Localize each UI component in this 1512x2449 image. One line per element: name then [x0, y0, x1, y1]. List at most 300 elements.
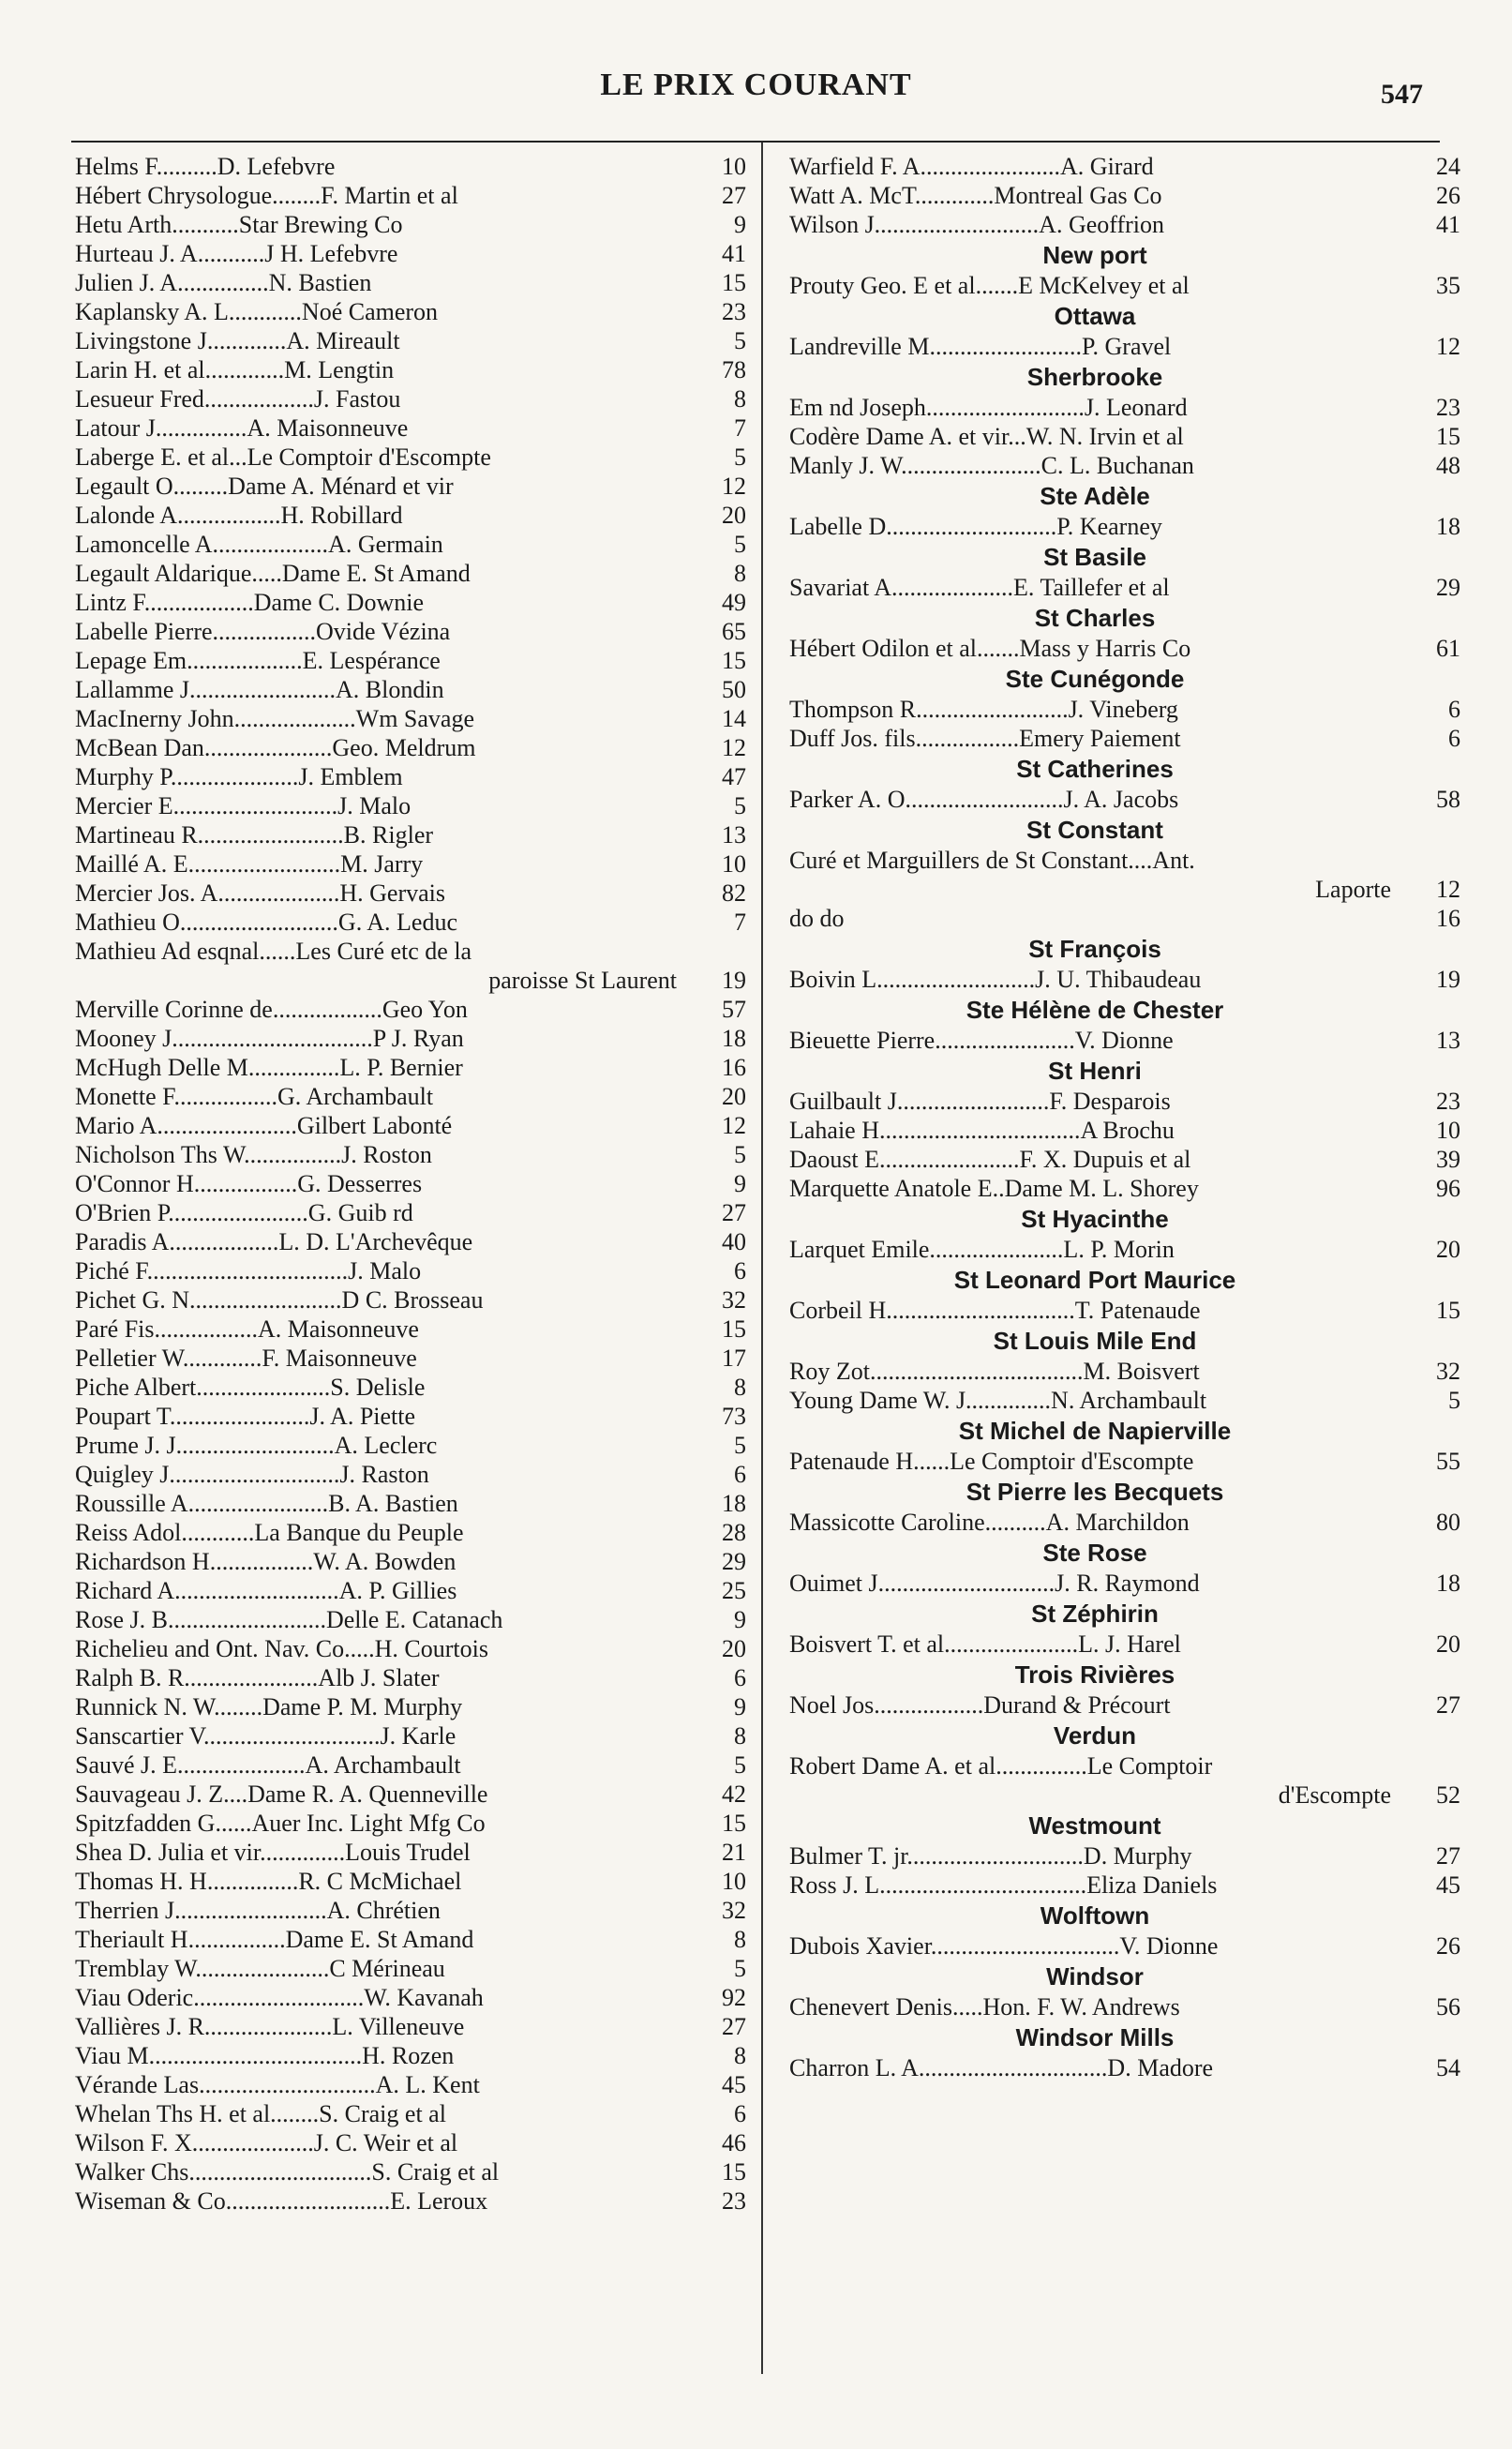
entry-amount: 20	[722, 1083, 746, 1110]
location-heading: St Pierre les Becquets	[966, 1478, 1224, 1506]
left-column	[75, 152, 752, 2216]
entry-amount: 26	[1436, 1932, 1460, 1960]
entry-amount: 80	[1436, 1509, 1460, 1536]
ledger-entry	[75, 2186, 752, 2216]
ledger-entry	[75, 617, 752, 646]
entry-amount: 29	[1436, 574, 1460, 601]
header-rule	[71, 141, 1440, 143]
entry-text: Richardson H.................W. A. Bowden	[75, 1548, 457, 1575]
entry-amount: 5	[734, 443, 746, 471]
entry-text: Bulmer T. jr.............................D. Murphy	[789, 1842, 1192, 1870]
ledger-entry	[75, 1750, 752, 1780]
entry-amount: 6	[734, 2100, 746, 2127]
entry-amount: 52	[1436, 1781, 1460, 1809]
entry-amount: 19	[1436, 966, 1460, 993]
entry-text: McBean Dan.....................Geo. Meldrum	[75, 734, 476, 761]
entry-text: Kaplansky A. L............Noé Cameron	[75, 298, 439, 325]
entry-amount: 23	[1436, 1088, 1460, 1115]
entry-text: Savariat A....................E. Taillefer et al	[789, 574, 1170, 601]
entry-text: Mercier Jos. A....................H. Gervais	[75, 879, 445, 907]
location-heading: St Louis Mile End	[993, 1327, 1197, 1355]
location-heading: Windsor Mills	[1015, 2023, 1175, 2051]
entry-amount: 23	[722, 298, 746, 325]
entry-amount: 55	[1436, 1448, 1460, 1475]
ledger-entry	[789, 785, 1466, 814]
ledger-entry	[75, 1169, 752, 1198]
entry-amount: 5	[734, 1432, 746, 1459]
entry-text: Wilson J...........................A. Geoffrion	[789, 211, 1165, 238]
ledger-entry	[75, 1634, 752, 1663]
ledger-entry	[75, 443, 752, 472]
ledger-entry	[75, 530, 752, 559]
journal-title: LE PRIX COURANT	[600, 68, 912, 102]
entry-amount: 15	[1436, 423, 1460, 450]
entry-text: Julien J. A...............N. Bastien	[75, 269, 372, 296]
entry-amount: 39	[1436, 1146, 1460, 1173]
entry-amount: 58	[1436, 786, 1460, 813]
location-heading: Windsor	[1046, 1962, 1144, 1991]
entry-text: d'Escompte	[1278, 1781, 1391, 1809]
entry-text: Therrien J.........................A. Chrétien	[75, 1897, 441, 1924]
ledger-entry	[75, 152, 752, 181]
entry-amount: 27	[1436, 1842, 1460, 1870]
ledger-entry	[789, 1145, 1466, 1174]
entry-text: Prouty Geo. E et al.......E McKelvey et al	[789, 272, 1190, 299]
entry-amount: 50	[722, 676, 746, 703]
entry-amount: 7	[734, 414, 746, 442]
entry-amount: 8	[734, 2042, 746, 2069]
entry-text: Legault O.........Dame A. Ménard et vir	[75, 473, 454, 500]
location-heading: New port	[1042, 241, 1147, 269]
location-heading: Wolftown	[1040, 1901, 1150, 1930]
ledger-entry	[789, 695, 1466, 724]
ledger-entry	[75, 1082, 752, 1111]
entry-amount: 61	[1436, 635, 1460, 662]
location-heading: St Michel de Napierville	[958, 1417, 1232, 1445]
ledger-entry	[75, 2012, 752, 2041]
ledger-entry	[789, 1357, 1466, 1386]
entry-amount: 5	[734, 1955, 746, 1982]
entry-text: Poupart T.......................J. A. Piette	[75, 1403, 416, 1430]
entry-text: Paré Fis.................A. Maisonneuve	[75, 1315, 419, 1343]
entry-text: Mathieu Ad esqnal......Les Curé etc de la	[75, 938, 472, 965]
ledger-entry	[789, 210, 1466, 239]
entry-text: Paradis A..................L. D. L'Archevêque	[75, 1228, 473, 1255]
ledger-entry	[75, 908, 752, 937]
entry-amount: 12	[722, 1112, 746, 1139]
entry-amount: 57	[722, 996, 746, 1023]
entry-amount: 10	[722, 850, 746, 878]
ledger-entry	[75, 1053, 752, 1082]
entry-amount: 5	[1448, 1387, 1460, 1414]
entry-amount: 45	[1436, 1871, 1460, 1899]
entry-text: Piché F.................................J. Malo	[75, 1257, 422, 1285]
entry-amount: 12	[1436, 333, 1460, 360]
entry-amount: 32	[722, 1897, 746, 1924]
page-header	[0, 68, 1512, 114]
entry-amount: 15	[722, 647, 746, 674]
ledger-entry	[789, 634, 1466, 663]
entry-text: Vérande Las.............................A. L. Kent	[75, 2071, 480, 2098]
entry-amount: 5	[734, 792, 746, 819]
entry-text: Viau Oderic............................W. Kavanah	[75, 1984, 484, 2011]
ledger-entry	[75, 384, 752, 413]
entry-amount: 29	[722, 1548, 746, 1575]
entry-text: Martineau R........................B. Rigler	[75, 821, 434, 849]
entry-amount: 42	[722, 1780, 746, 1808]
entry-amount: 18	[722, 1490, 746, 1517]
entry-text: Lamoncelle A...................A. Germain	[75, 531, 443, 558]
ledger-entry	[75, 1489, 752, 1518]
ledger-entry	[75, 1373, 752, 1402]
entry-text: Murphy P.....................J. Emblem	[75, 763, 403, 790]
entry-text: Hetu Arth...........Star Brewing Co	[75, 211, 403, 238]
ledger-entry	[789, 1569, 1466, 1598]
entry-text: Ralph B. R......................Alb J. Slater	[75, 1664, 440, 1691]
entry-amount: 73	[722, 1403, 746, 1430]
entry-amount: 6	[1448, 696, 1460, 723]
ledger-entry	[75, 297, 752, 326]
ledger-entry	[75, 2157, 752, 2186]
ledger-entry	[75, 2099, 752, 2128]
entry-text: Richard A...........................A. P. Gillies	[75, 1577, 457, 1604]
entry-text: Helms F..........D. Lefebvre	[75, 153, 336, 180]
entry-amount: 9	[734, 211, 746, 238]
ledger-entry	[75, 937, 752, 966]
entry-amount: 5	[734, 531, 746, 558]
ledger-entry	[75, 2070, 752, 2099]
entry-amount: 15	[722, 2158, 746, 2186]
ledger-entry	[789, 1116, 1466, 1145]
entry-text: Monette F.................G. Archambault	[75, 1083, 434, 1110]
entry-amount: 12	[1436, 876, 1460, 903]
ledger-entry	[789, 1780, 1466, 1810]
ledger-entry	[75, 413, 752, 443]
location-heading: St Hyacinthe	[1021, 1205, 1169, 1233]
entry-text: Ross J. L..................................Eliza Daniels	[789, 1871, 1218, 1899]
entry-text: Roussille A.......................B. A. Bastien	[75, 1490, 458, 1517]
entry-amount: 20	[722, 1635, 746, 1662]
entry-text: Maillé A. E.........................M. Jarry	[75, 850, 424, 878]
ledger-entry	[789, 1630, 1466, 1659]
ledger-entry	[789, 1087, 1466, 1116]
entry-amount: 48	[1436, 452, 1460, 479]
ledger-entry	[789, 512, 1466, 541]
entry-text: Wiseman & Co...........................E. Leroux	[75, 2187, 488, 2215]
location-heading: Ste Cunégonde	[1005, 665, 1185, 693]
entry-text: Labelle D............................P. Kearney	[789, 513, 1162, 540]
entry-text: Richelieu and Ont. Nav. Co.....H. Courtois	[75, 1635, 488, 1662]
entry-amount: 78	[722, 356, 746, 383]
entry-text: Pichet G. N.........................D C. Brosseau	[75, 1286, 484, 1314]
ledger-entry	[75, 1896, 752, 1925]
ledger-entry	[75, 1402, 752, 1431]
entry-text: Pelletier W.............F. Maisonneuve	[75, 1345, 417, 1372]
location-heading: St Leonard Port Maurice	[953, 1266, 1236, 1294]
entry-text: Dubois Xavier...............................V. Dionne	[789, 1932, 1219, 1960]
entry-amount: 12	[722, 473, 746, 500]
ledger-entry	[789, 965, 1466, 994]
ledger-entry	[789, 573, 1466, 602]
ledger-entry	[789, 1235, 1466, 1264]
entry-text: Em nd Joseph..........................J. Leonard	[789, 394, 1188, 421]
entry-amount: 96	[1436, 1175, 1460, 1202]
ledger-entry	[75, 1838, 752, 1867]
ledger-entry	[75, 879, 752, 908]
ledger-entry	[789, 1447, 1466, 1476]
entry-text: Shea D. Julia et vir..............Louis Trudel	[75, 1839, 471, 1866]
ledger-entry	[75, 1983, 752, 2012]
entry-text: Young Dame W. J..............N. Archambault	[789, 1387, 1207, 1414]
entry-amount: 9	[734, 1606, 746, 1633]
entry-amount: 56	[1436, 1993, 1460, 2021]
entry-amount: 9	[734, 1693, 746, 1720]
entry-amount: 13	[1436, 1027, 1460, 1054]
entry-text: Mario A.......................Gilbert Labonté	[75, 1112, 453, 1139]
ledger-entry	[75, 762, 752, 791]
entry-text: Manly J. W.......................C. L. Buchanan	[789, 452, 1194, 479]
entry-text: Hurteau J. A...........J H. Lefebvre	[75, 240, 398, 267]
ledger-entry	[75, 239, 752, 268]
entry-text: Chenevert Denis.....Hon. F. W. Andrews	[789, 1993, 1180, 2021]
location-heading: Verdun	[1053, 1721, 1137, 1750]
entry-text: O'Connor H.................G. Desserres	[75, 1170, 423, 1197]
entry-amount: 18	[1436, 513, 1460, 540]
ledger-entry	[75, 588, 752, 617]
entry-amount: 7	[734, 909, 746, 936]
entry-amount: 8	[734, 560, 746, 587]
entry-text: Ouimet J.............................J. R. Raymond	[789, 1570, 1200, 1597]
entry-text: Massicotte Caroline..........A. Marchildon	[789, 1509, 1190, 1536]
entry-amount: 92	[722, 1984, 746, 2011]
entry-text: Roy Zot...................................M. Boisvert	[789, 1358, 1200, 1385]
entry-text: Latour J...............A. Maisonneuve	[75, 414, 409, 442]
entry-amount: 25	[722, 1577, 746, 1604]
entry-text: Walker Chs..............................S. Craig et al	[75, 2158, 500, 2186]
entry-text: Livingstone J.............A. Mireault	[75, 327, 400, 354]
ledger-entry	[75, 820, 752, 849]
ledger-entry	[75, 1692, 752, 1721]
entry-amount: 32	[722, 1286, 746, 1314]
entry-amount: 28	[722, 1519, 746, 1546]
entry-amount: 32	[1436, 1358, 1460, 1385]
entry-amount: 16	[1436, 905, 1460, 932]
entry-amount: 40	[722, 1228, 746, 1255]
entry-text: Hébert Chrysologue........F. Martin et al	[75, 182, 458, 209]
entry-text: Tremblay W......................C Mérineau	[75, 1955, 445, 1982]
ledger-entry	[75, 995, 752, 1024]
entry-amount: 18	[1436, 1570, 1460, 1597]
ledger-entry	[789, 846, 1466, 875]
entry-amount: 9	[734, 1170, 746, 1197]
entry-text: Robert Dame A. et al...............Le Comptoir	[789, 1752, 1213, 1780]
entry-amount: 6	[734, 1461, 746, 1488]
ledger-entry	[75, 1315, 752, 1344]
entry-amount: 65	[722, 618, 746, 645]
entry-text: Rose J. B..........................Delle E. Catanach	[75, 1606, 503, 1633]
ledger-entry	[789, 1992, 1466, 2021]
ledger-entry	[75, 1809, 752, 1838]
entry-text: do do	[789, 905, 845, 932]
entry-text: Sanscartier V.............................J. Karle	[75, 1722, 457, 1750]
entry-amount: 27	[1436, 1691, 1460, 1719]
entry-text: MacInerny John....................Wm Savage	[75, 705, 475, 732]
entry-text: Reiss Adol............La Banque du Peuple	[75, 1519, 464, 1546]
ledger-entry	[75, 1111, 752, 1140]
entry-text: Mercier E...........................J. Malo	[75, 792, 412, 819]
page-number: 547	[1381, 79, 1423, 110]
entry-text: Codère Dame A. et vir...W. N. Irvin et al	[789, 423, 1184, 450]
entry-amount: 27	[722, 182, 746, 209]
entry-amount: 6	[734, 1257, 746, 1285]
entry-amount: 46	[722, 2129, 746, 2156]
ledger-entry	[789, 1841, 1466, 1871]
ledger-entry	[75, 326, 752, 355]
entry-amount: 35	[1436, 272, 1460, 299]
entry-text: Theriault H................Dame E. St Amand	[75, 1926, 474, 1953]
entry-text: Boivin L..........................J. U. Thibaudeau	[789, 966, 1202, 993]
entry-amount: 54	[1436, 2054, 1460, 2081]
ledger-entry	[75, 1954, 752, 1983]
ledger-entry	[75, 1518, 752, 1547]
entry-amount: 45	[722, 2071, 746, 2098]
entry-text: paroisse St Laurent	[488, 967, 677, 994]
entry-text: Thompson R.........................J. Vineberg	[789, 696, 1178, 723]
entry-amount: 14	[722, 705, 746, 732]
entry-amount: 8	[734, 1722, 746, 1750]
location-heading: St Henri	[1048, 1057, 1142, 1085]
entry-text: Warfield F. A.......................A. Girard	[789, 153, 1154, 180]
ledger-entry	[789, 1871, 1466, 1900]
entry-text: Boisvert T. et al......................L. J. Harel	[789, 1630, 1181, 1658]
entry-text: Bieuette Pierre.......................V. Dionne	[789, 1027, 1174, 1054]
ledger-entry	[75, 1256, 752, 1285]
entry-amount: 10	[722, 1868, 746, 1895]
ledger-entry	[789, 1174, 1466, 1203]
entry-text: Viau M...................................H. Rozen	[75, 2042, 455, 2069]
entry-text: Wilson F. X....................J. C. Weir et al	[75, 2129, 458, 2156]
entry-amount: 82	[722, 879, 746, 907]
ledger-entry	[789, 451, 1466, 480]
entry-amount: 23	[722, 2187, 746, 2215]
ledger-entry	[789, 1931, 1466, 1961]
entry-text: Vallières J. R.....................L. Villeneuve	[75, 2013, 465, 2040]
ledger-entry	[789, 875, 1466, 904]
ledger-entry	[789, 1026, 1466, 1055]
ledger-entry	[75, 2128, 752, 2157]
entry-text: O'Brien P.......................G. Guib rd	[75, 1199, 413, 1226]
ledger-entry	[75, 559, 752, 588]
ledger-entry	[75, 1227, 752, 1256]
ledger-entry	[75, 1925, 752, 1954]
ledger-entry	[75, 1721, 752, 1750]
ledger-entry	[75, 1547, 752, 1576]
ledger-entry	[75, 268, 752, 297]
ledger-entry	[75, 1431, 752, 1460]
ledger-entry	[75, 704, 752, 733]
entry-amount: 23	[1436, 394, 1460, 421]
ledger-entry	[789, 271, 1466, 300]
entry-text: Duff Jos. fils.................Emery Paiement	[789, 725, 1181, 752]
entry-amount: 20	[722, 502, 746, 529]
entry-amount: 5	[734, 327, 746, 354]
entry-text: Lesueur Fred..................J. Fastou	[75, 385, 401, 413]
entry-text: Legault Aldarique.....Dame E. St Amand	[75, 560, 471, 587]
ledger-entry	[75, 1663, 752, 1692]
location-heading: Ste Adèle	[1040, 482, 1150, 510]
entry-text: Guilbault J.........................F. Desparois	[789, 1088, 1171, 1115]
location-heading: Westmount	[1028, 1811, 1161, 1840]
ledger-entry	[75, 966, 752, 995]
entry-amount: 12	[722, 734, 746, 761]
ledger-entry	[789, 393, 1466, 422]
right-column	[789, 152, 1466, 2082]
entry-text: Parker A. O..........................J. A. Jacobs	[789, 786, 1179, 813]
entry-amount: 26	[1436, 182, 1460, 209]
entry-amount: 15	[722, 1315, 746, 1343]
entry-text: Sauvé J. E.....................A. Archambault	[75, 1751, 461, 1779]
location-heading: Ste Hélène de Chester	[966, 996, 1224, 1024]
ledger-entry	[789, 152, 1466, 181]
entry-text: Nicholson Ths W................J. Roston	[75, 1141, 432, 1168]
entry-text: Lepage Em...................E. Lespérance	[75, 647, 441, 674]
ledger-entry	[789, 904, 1466, 933]
entry-amount: 19	[722, 967, 746, 994]
entry-text: Piche Albert......................S. Delisle	[75, 1374, 426, 1401]
entry-text: Patenaude H......Le Comptoir d'Escompte	[789, 1448, 1194, 1475]
ledger-entry	[789, 422, 1466, 451]
ledger-entry	[75, 355, 752, 384]
ledger-entry	[75, 1576, 752, 1605]
ledger-entry	[75, 1780, 752, 1809]
ledger-entry	[75, 1198, 752, 1227]
entry-amount: 49	[722, 589, 746, 616]
entry-amount: 15	[722, 269, 746, 296]
ledger-entry	[75, 733, 752, 762]
entry-amount: 5	[734, 1751, 746, 1779]
entry-text: Laporte	[1315, 876, 1391, 903]
location-heading: St François	[1028, 935, 1161, 963]
entry-text: McHugh Delle M...............L. P. Bernier	[75, 1054, 463, 1081]
location-heading: Ottawa	[1054, 302, 1136, 330]
entry-amount: 16	[722, 1054, 746, 1081]
entry-amount: 5	[734, 1141, 746, 1168]
entry-amount: 18	[722, 1025, 746, 1052]
entry-text: Lintz F..................Dame C. Downie	[75, 589, 424, 616]
entry-amount: 27	[722, 1199, 746, 1226]
ledger-entry	[75, 1285, 752, 1315]
entry-text: Curé et Marguillers de St Constant....Ant.	[789, 847, 1195, 874]
ledger-entry	[75, 2041, 752, 2070]
column-divider	[761, 143, 763, 2374]
location-heading: St Constant	[1026, 816, 1163, 844]
entry-text: Mathieu O..........................G. A. Leduc	[75, 909, 458, 936]
entry-text: Thomas H. H...............R. C McMichael	[75, 1868, 462, 1895]
entry-text: Watt A. McT.............Montreal Gas Co	[789, 182, 1162, 209]
entry-text: Corbeil H...............................T. Patenaude	[789, 1297, 1201, 1324]
entry-text: Labelle Pierre.................Ovide Vézina	[75, 618, 451, 645]
ledger-entry	[75, 1024, 752, 1053]
ledger-entry	[75, 472, 752, 501]
location-heading: Sherbrooke	[1026, 363, 1163, 391]
entry-text: Merville Corinne de..................Geo Yon	[75, 996, 468, 1023]
ledger-entry	[75, 181, 752, 210]
entry-amount: 8	[734, 1374, 746, 1401]
ledger-entry	[789, 1386, 1466, 1415]
ledger-entry	[789, 1690, 1466, 1720]
ledger-entry	[789, 1296, 1466, 1325]
entry-amount: 47	[722, 763, 746, 790]
